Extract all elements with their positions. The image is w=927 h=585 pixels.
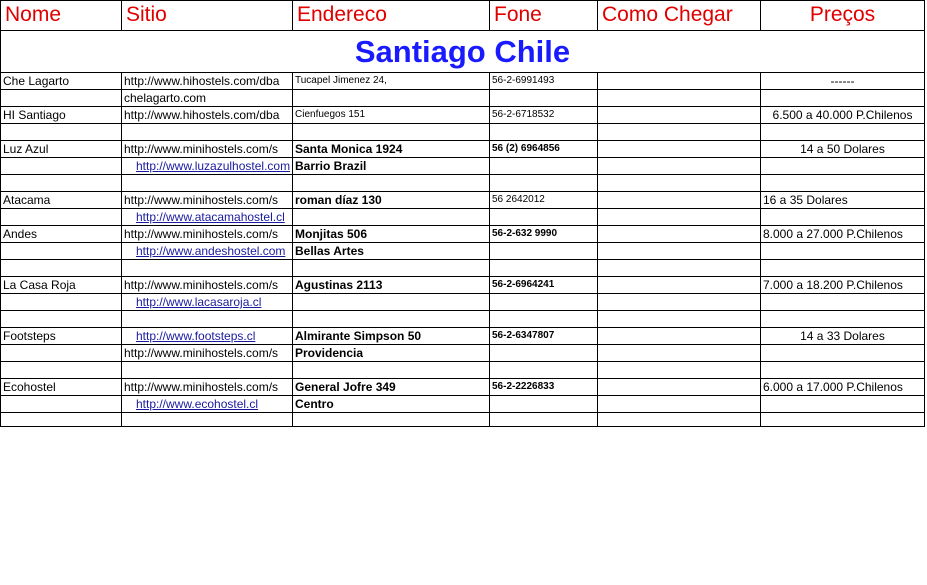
hostel-name[interactable]: Andes [3,227,38,241]
grid-row-line [0,72,925,73]
grid-column-line [760,0,761,30]
hostel-price[interactable]: ------ [830,74,855,88]
hostel-address[interactable]: Monjitas 506 [295,227,368,241]
grid-row-line [0,123,925,124]
header-endereco[interactable]: Endereco [297,3,387,26]
grid-row-line [0,140,925,141]
grid-column-line [597,0,598,30]
grid-row-line [0,412,925,413]
hostel-price[interactable]: 14 a 33 Dolares [800,329,885,343]
header-precos[interactable]: Preços [809,3,876,26]
grid-row-line [0,378,925,379]
hostel-price[interactable]: 6.500 a 40.000 P.Chilenos [772,108,913,122]
hostel-link[interactable]: http://www.footsteps.cl [136,329,256,343]
hostel-site[interactable]: http://www.minihostels.com/s [124,227,279,241]
grid-row-line [0,174,925,175]
hostel-site[interactable]: http://www.hihostels.com/dba [124,108,280,122]
grid-row-line [0,0,925,1]
grid-row-line [0,344,925,345]
hostel-address[interactable]: General Jofre 349 [295,380,396,394]
hostel-address[interactable]: Agustinas 2113 [295,278,383,292]
hostel-neighborhood[interactable]: Barrio Brazil [295,159,367,173]
grid-row-line [0,106,925,107]
hostel-neighborhood[interactable]: Bellas Artes [295,244,364,258]
hostel-site[interactable]: http://www.minihostels.com/s [124,380,279,394]
hostel-price[interactable]: 14 a 50 Dolares [800,142,885,156]
grid-column-line [489,0,490,30]
grid-column-line [760,72,761,426]
hostel-site[interactable]: http://www.minihostels.com/s [124,278,279,292]
grid-row-line [0,89,925,90]
header-nome[interactable]: Nome [5,3,62,26]
grid-row-line [0,327,925,328]
header-sitio[interactable]: Sitio [126,3,167,26]
hostel-link[interactable]: http://www.luzazulhostel.com [136,159,291,173]
grid-column-line [121,72,122,426]
hostel-price[interactable]: 6.000 a 17.000 P.Chilenos [763,380,903,394]
grid-row-line [0,208,925,209]
header-fone[interactable]: Fone [494,3,542,26]
hostel-site-secondary[interactable]: http://www.minihostels.com/s [124,346,279,360]
grid-row-line [0,225,925,226]
hostel-phone[interactable]: 56-2-2226833 [492,381,555,392]
hostel-price[interactable]: 8.000 a 27.000 P.Chilenos [763,227,903,241]
grid-row-line [0,30,925,31]
hostel-address[interactable]: Santa Monica 1924 [295,142,403,156]
hostel-address[interactable]: roman díaz 130 [295,193,382,207]
hostel-address[interactable]: Almirante Simpson 50 [295,329,422,343]
grid-row-line [0,276,925,277]
hostel-link[interactable]: http://www.ecohostel.cl [136,397,259,411]
grid-column-line [0,0,1,426]
hostel-address[interactable]: Tucapel Jimenez 24, [295,75,387,86]
city-title[interactable]: Santiago Chile [354,34,571,69]
grid-row-line [0,395,925,396]
grid-row-line [0,426,925,427]
grid-row-line [0,310,925,311]
grid-row-line [0,259,925,260]
hostel-name[interactable]: Atacama [3,193,51,207]
grid-row-line [0,191,925,192]
hostel-site-secondary[interactable]: chelagarto.com [124,91,207,105]
hostel-link[interactable]: http://www.andeshostel.com [136,244,286,258]
hostel-site[interactable]: http://www.minihostels.com/s [124,193,279,207]
hostel-phone[interactable]: 56 2642012 [492,194,545,205]
hostel-phone[interactable]: 56-2-6991493 [492,75,555,86]
hostel-phone[interactable]: 56 (2) 6964856 [492,143,560,154]
hostel-link[interactable]: http://www.lacasaroja.cl [136,295,262,309]
hostel-name[interactable]: Ecohostel [3,380,56,394]
grid-row-line [0,242,925,243]
grid-column-line [292,0,293,30]
grid-column-line [121,0,122,30]
hostel-phone[interactable]: 56-2-6347807 [492,330,555,341]
hostel-address[interactable]: Cienfuegos 151 [295,109,366,120]
header-como-chegar[interactable]: Como Chegar [602,3,733,26]
grid-column-line [292,72,293,426]
hostel-link[interactable]: http://www.atacamahostel.cl [136,210,285,224]
grid-column-line [489,72,490,426]
hostel-name[interactable]: Footsteps [3,329,56,343]
grid-row-line [0,293,925,294]
grid-column-line [597,72,598,426]
hostel-phone[interactable]: 56-2-632 9990 [492,228,558,239]
hostel-price[interactable]: 16 a 35 Dolares [763,193,848,207]
hostel-name[interactable]: Che Lagarto [3,74,70,88]
grid-column-line [924,0,925,426]
hostel-site[interactable]: http://www.minihostels.com/s [124,142,279,156]
hostel-neighborhood[interactable]: Centro [295,397,334,411]
hostel-name[interactable]: La Casa Roja [3,278,76,292]
grid-row-line [0,361,925,362]
hostel-name[interactable]: Luz Azul [3,142,49,156]
hostel-phone[interactable]: 56-2-6718532 [492,109,555,120]
hostel-price[interactable]: 7.000 a 18.200 P.Chilenos [763,278,903,292]
hostel-name[interactable]: HI Santiago [3,108,66,122]
hostel-site[interactable]: http://www.hihostels.com/dba [124,74,280,88]
hostel-phone[interactable]: 56-2-6964241 [492,279,555,290]
grid-row-line [0,157,925,158]
hostel-neighborhood[interactable]: Providencia [295,346,364,360]
